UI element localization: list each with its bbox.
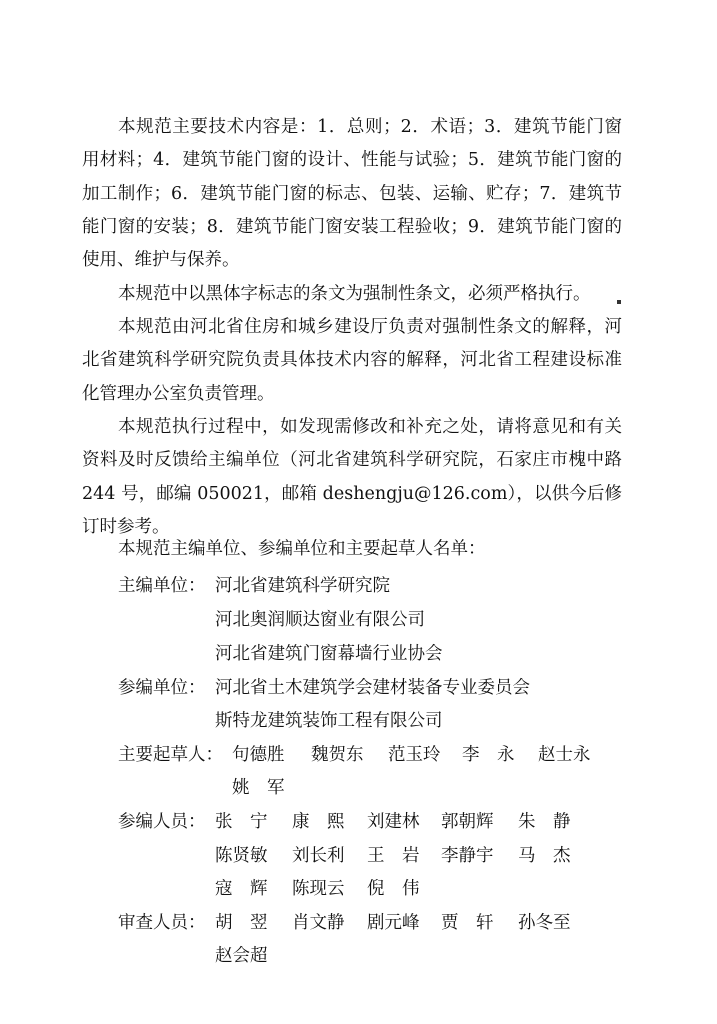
participant-name: 郭朝辉	[441, 812, 494, 832]
co-unit-1: 河北省土木建筑学会建材装备专业委员会	[215, 678, 530, 698]
drafter-name: 姚 军	[232, 778, 285, 798]
drafter-name: 句德胜	[232, 745, 285, 765]
reviewer-name: 胡 翌	[215, 913, 268, 933]
drafter-name: 李 永	[462, 745, 515, 765]
participant-name: 王 岩	[367, 846, 420, 866]
drafter-name: 范玉玲	[388, 745, 441, 765]
participant-name: 刘建林	[367, 812, 420, 832]
drafter-name: 赵士永	[538, 745, 591, 765]
chief-units-label: 主编单位：	[118, 576, 206, 596]
participant-name: 刘长利	[292, 846, 345, 866]
responsibility-paragraph: 本规范由河北省住房和城乡建设厅负责对强制性条文的解释，河北省建筑科学研究院负责具体技术内容的解释，河北省工程建设标准化管理办公室负责管理。	[82, 317, 622, 404]
reviewers-label: 审查人员：	[118, 913, 206, 933]
drafter-name: 魏贺东	[311, 745, 364, 765]
co-units-label: 参编单位：	[118, 678, 206, 698]
reviewer-name: 孙冬至	[518, 913, 571, 933]
participant-name: 陈现云	[292, 879, 345, 899]
feedback-paragraph: 本规范执行过程中，如发现需修改和补充之处，请将意见和有关资料及时反馈给主编单位（河北省建筑科学研究院，石家庄市槐中路 244 号，邮编 050021，邮箱 deshengju@126.com），以供今后修订时参考。	[82, 417, 622, 537]
participant-name: 张 宁	[215, 812, 268, 832]
participant-name: 马 杰	[518, 846, 571, 866]
co-unit-2: 斯特龙建筑装饰工程有限公司	[215, 711, 443, 731]
reviewer-name: 贾 轩	[441, 913, 494, 933]
chief-unit-2: 河北奥润顺达窗业有限公司	[215, 610, 425, 630]
participant-name: 陈贤敏	[215, 846, 268, 866]
chief-unit-3: 河北省建筑门窗幕墙行业协会	[215, 644, 443, 664]
participant-name: 李静宇	[441, 846, 494, 866]
participant-name: 倪 伟	[367, 879, 420, 899]
reviewer-name: 剧元峰	[367, 913, 420, 933]
participant-name: 寇 辉	[215, 879, 268, 899]
content-summary-paragraph: 本规范主要技术内容是：1．总则；2．术语；3．建筑节能门窗用材料；4．建筑节能门窗的设计、性能与试验；5．建筑节能门窗的加工制作；6．建筑节能门窗的标志、包装、运输、贮存；7．建筑节能门窗的安装；8．建筑节能门窗安装工程验收；9．建筑节能门窗的使用、维护与保养。	[82, 117, 622, 271]
chief-unit-1: 河北省建筑科学研究院	[215, 576, 390, 596]
drafters-label: 主要起草人：	[118, 745, 223, 765]
list-intro-paragraph: 本规范主编单位、参编单位和主要起草人名单：	[118, 539, 486, 559]
mandatory-clause-paragraph: 本规范中以黑体字标志的条文为强制性条文，必须严格执行。	[118, 284, 591, 304]
reviewer-name: 肖文静	[292, 913, 345, 933]
participant-name: 朱 静	[518, 812, 571, 832]
participant-name: 康 熙	[292, 812, 345, 832]
reviewer-name: 赵会超	[215, 946, 268, 966]
participants-label: 参编人员：	[118, 812, 206, 832]
